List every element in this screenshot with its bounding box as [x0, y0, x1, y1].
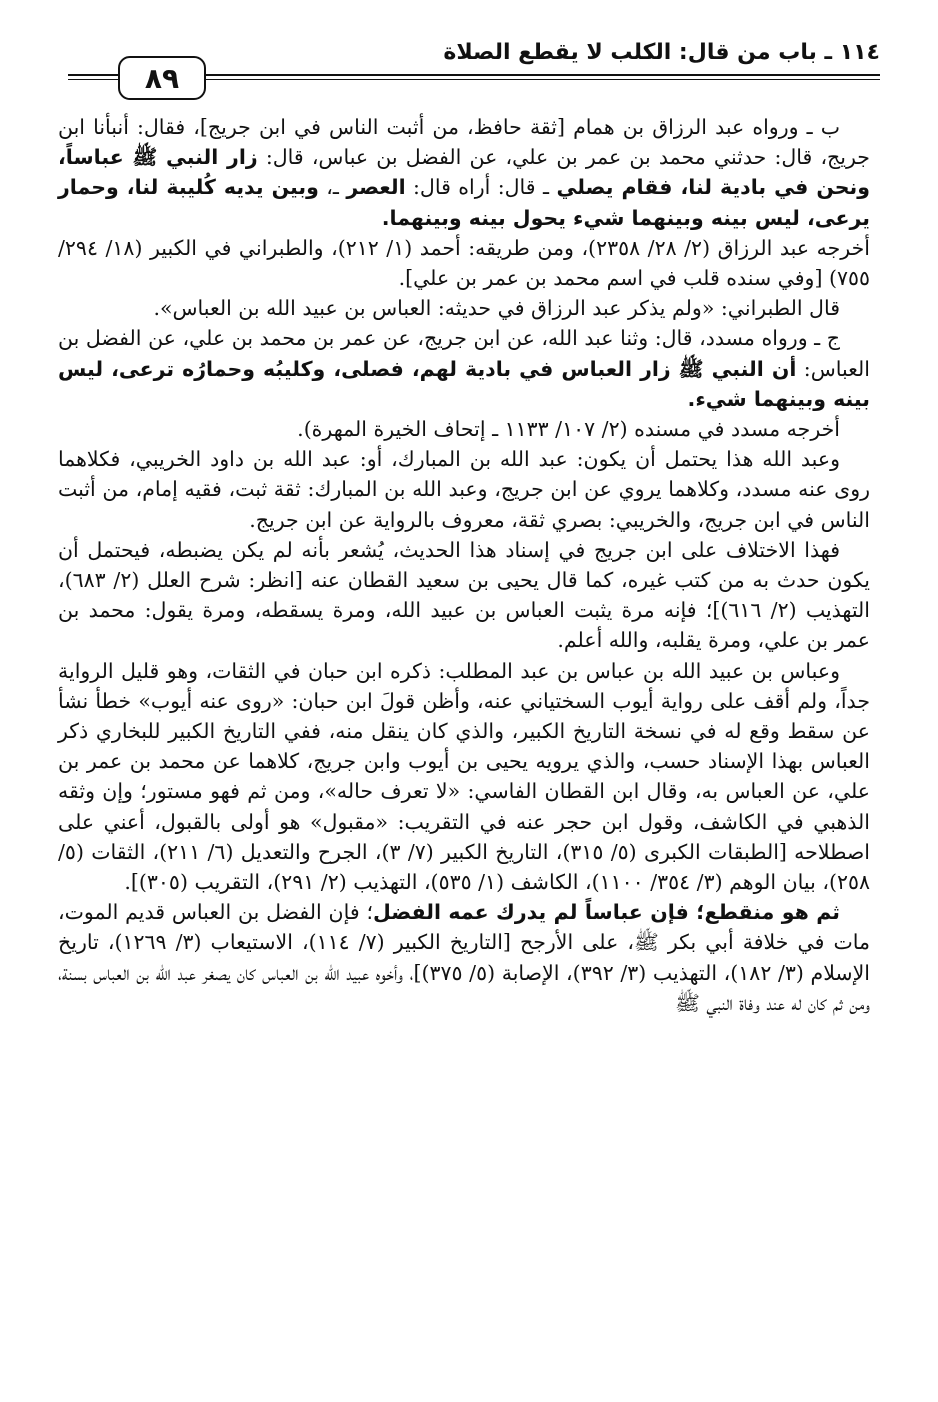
text-run: فهذا الاختلاف على ابن جريج في إسناد هذا الحديث، يُشعر بأنه لم يكن يضبطه، فيحتمل أن يكون حدث به من كتب غيره، كما قال يحيى بن سعيد القطان عنه [انظر: شرح العلل (٢/ ٦٨٣)، التهذيب (٢/ ٦١٦)]؛ فإنه مرة يثبت العباس بن عبيد الله، ومرة يسقطه، ومرة يقول: محمد بن عمر بن علي، ومرة يقلبه، والله أعلم.: [58, 537, 871, 653]
bold-text: وبين يديه كُليبة لنا، وحمار يرعى، ليس بينه وبينهما شيء يحول بينه وبينهما.: [58, 175, 870, 230]
body-text: [58, 112, 870, 1018]
text-run: ج ـ ورواه مسدد، قال: وثنا عبد الله، عن ابن جريج، عن عمر بن محمد بن علي، عن الفضل بن العباس:: [58, 326, 870, 381]
text-run: وعباس بن عبيد الله بن عباس بن عبد المطلب: ذكره ابن حبان في الثقات، وهو قليل الرواية جداً، ولم أقف على رواية أيوب السختياني عنه، وأظن قولَ ابن حبان: «روى عنه أيوب» خطأ نشأ عن سقط وقع له في نسخة التاريخ الكبير، والذي كان ينقل منه، ففي التاريخ الكبير للبخاري ذكر العباس بهذا الإسناد حسب، والذي يرويه يحيى بن أيوب وابن جريج، كلاهما عن محمد بن عمر بن علي، عن العباس به، وقال ابن القطان الفاسي: «لا تعرف حاله»، ومن ثم فهو مستور؛ وإن وثقه الذهبي في الكاشف، وقول ابن حجر عنه في التقريب: «مقبول» هو أولى بالقبول، أعني على اصطلاحه [الطبقات الكبرى (٥/ ٣١٥)، التاريخ الكبير (٧/ ٣)، الجرح والتعديل (٦/ ٢١١)، الثقات (٥/ ٢٥٨)، بيان الوهم (٣/ ٣٥٤/ ١١٠٠)، الكاشف (١/ ٥٣٥)، التهذيب (٢/ ٢٩١)، التقريب (٣٠٥)].: [58, 658, 870, 895]
page-number: ٨٩: [144, 61, 180, 95]
paragraph: [58, 897, 870, 1018]
paragraph: [58, 656, 870, 898]
text-run: أخرجه مسدد في مسنده (٢/ ١٠٧/ ١١٣٣ ـ إتحاف الخيرة المهرة).: [297, 417, 840, 442]
text-run: ـ قال: أراه قال:: [405, 175, 557, 200]
text-run: وعبد الله هذا يحتمل أن يكون: عبد الله بن المبارك، أو: عبد الله بن داود الخريبي، فكلاهما روى عنه مسدد، وكلاهما يروي عن ابن جريج، وعبد الله بن المبارك: ثقة ثبت، فقيه إمام، من أثبت الناس في ابن جريج، والخريبي: بصري ثقة، معروف بالرواية عن ابن جريج.: [58, 447, 870, 532]
text-run: قال الطبراني: «ولم يذكر عبد الرزاق في حديثه: العباس بن عبيد الله بن العباس».: [153, 296, 840, 321]
running-title: ١١٤ ـ باب من قال: الكلب لا يقطع الصلاة: [443, 40, 880, 65]
paragraph: [58, 444, 870, 535]
paragraph: [58, 414, 870, 444]
page-header: [60, 38, 880, 96]
header-rule: [202, 74, 880, 80]
paragraph: [58, 535, 870, 656]
paragraph: [58, 233, 870, 293]
text-run: أخرجه عبد الرزاق (٢/ ٢٨/ ٢٣٥٨)، ومن طريقه: أحمد (١/ ٢١٢)، والطبراني في الكبير (١٨/ ٢٩٤/ ٧٥٥) [وفي سنده قلب في اسم محمد بن عمر بن علي].: [58, 235, 870, 291]
text-run: ـ،: [318, 175, 347, 200]
bold-text: أن النبي ﷺ زار العباس في بادية لهم، فصلى، وكليبُه وحمارُه ترعى، ليس بينه وبينهما شيء.: [58, 356, 870, 411]
page-number-badge: [118, 56, 206, 100]
paragraph: [58, 293, 870, 323]
text-run: ب ـ ورواه عبد الرزاق بن همام [ثقة حافظ، من أثبت الناس في ابن جريج]، فقال: أنبأنا ابن جريج، قال: حدثني محمد بن عمر بن علي، عن الفضل بن عباس، قال:: [58, 115, 870, 170]
paragraph: [58, 323, 870, 414]
text-run: ؛ فإن الفضل بن العباس قديم الموت، مات في خلافة أبي بكر ﷺ، على الأرجح [التاريخ الكبير (٧/ ١١٤)، الاستيعاب (٣/ ١٢٦٩)، تاريخ الإسلام (٣/ ١٨٢)، التهذيب (٣/ ٣٩٢)، الإصابة (٥/ ٣٧٥)]، وأخوه عبيد الله بن العباس كان يصغر عبد الله بن العباس بسنة، ومن ثم كان له عند وفاة النبي ﷺ: [58, 900, 870, 1015]
header-rule-left: [68, 74, 120, 80]
paragraph: [58, 112, 870, 233]
bold-text: زار النبي ﷺ عباساً، ونحن في بادية لنا، فقام يصلي: [58, 145, 870, 200]
bold-text: ثم هو منقطع؛ فإن عباساً لم يدرك عمه الفضل: [373, 900, 840, 925]
bold-text: العصر: [346, 175, 406, 200]
